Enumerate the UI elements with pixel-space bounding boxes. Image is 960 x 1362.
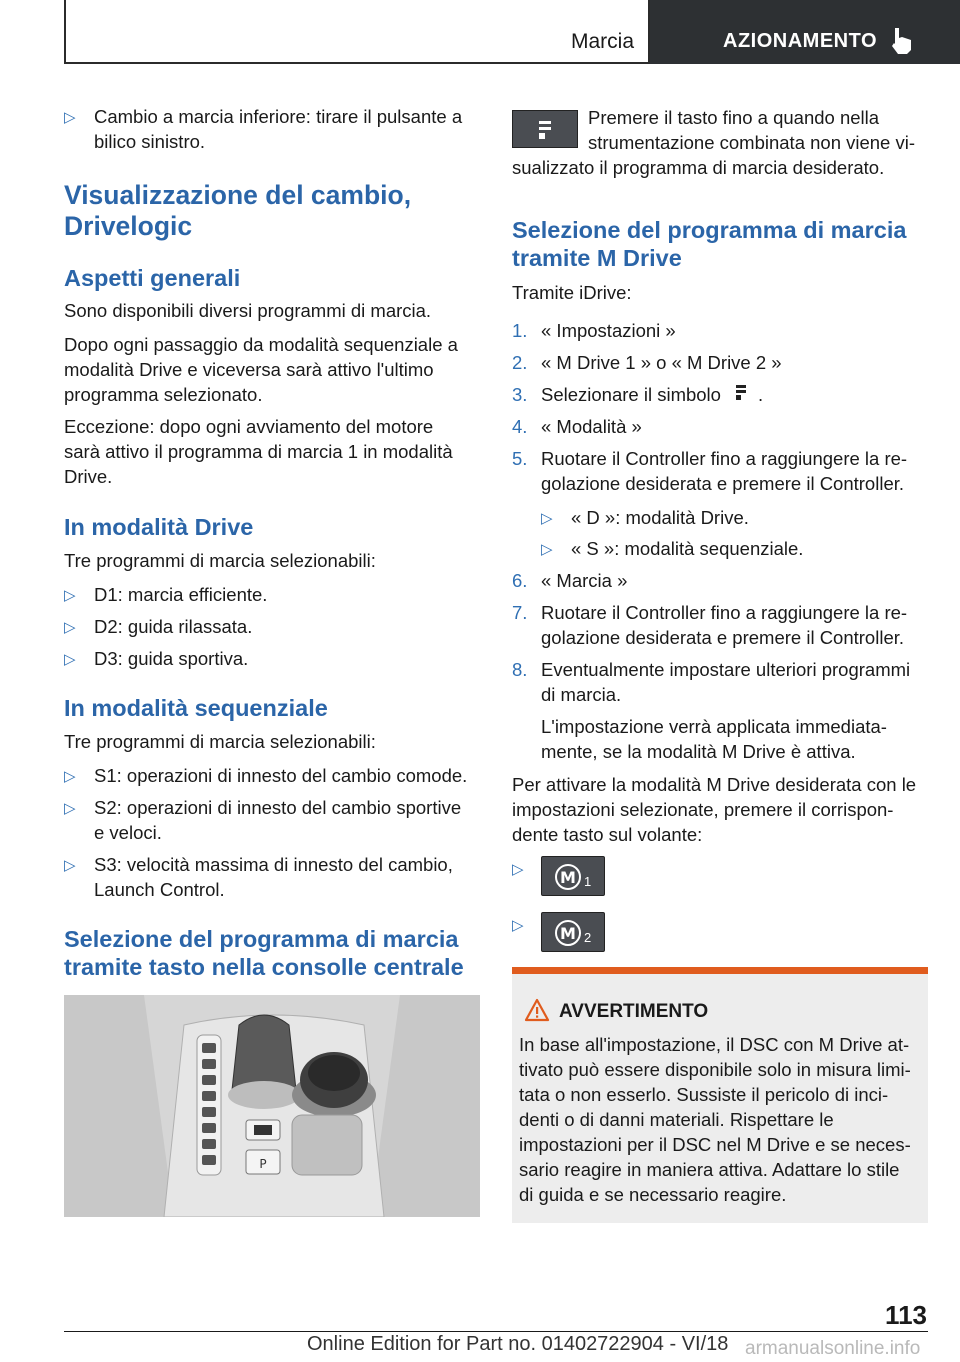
paragraph	[64, 332, 458, 407]
paragraph: Tre programmi di marcia selezionabili:	[64, 550, 376, 571]
edition-footer: Online Edition for Part no. 01402722904 - VI/18	[307, 1333, 729, 1355]
footer-rule	[64, 1331, 928, 1332]
heading-line: Drivelogic	[64, 211, 193, 241]
heading-line: Visualizzazione del cambio,	[64, 180, 412, 210]
step-text: « M Drive 1 » o « M Drive 2 »	[541, 352, 782, 373]
bullet-line: S2: operazioni di innesto del cambio sportive	[94, 797, 462, 818]
bullet-text: « D »: modalità Drive.	[571, 507, 749, 528]
bullet-text: D3: guida sportiva.	[94, 648, 249, 669]
heading-line: Selezione del programma di marcia	[512, 217, 907, 243]
step-note-line: L'impostazione verrà applicata immediata-	[541, 716, 887, 737]
step-text: « Impostazioni »	[541, 320, 676, 341]
m2-steering-button-icon	[541, 912, 605, 952]
step-text: Eventualmente impostare ulteriori programmi	[541, 659, 911, 680]
bullet-triangle-icon: ▷	[512, 861, 524, 878]
console-drawing	[64, 995, 480, 1217]
paragraph-line: sarà attivo il programma di marcia 1 in modalità	[64, 441, 453, 462]
paragraph-line: Drive.	[64, 466, 113, 487]
bullet-line: S3: velocità massima di innesto del cambio,	[94, 854, 453, 875]
warning-line: sario reagire in maniera attiva. Adattare lo stile	[519, 1159, 900, 1180]
step-number: 5.	[512, 448, 528, 469]
paragraph-line: sualizzato il programma di marcia desiderato.	[512, 157, 885, 178]
bullet-triangle-icon: ▷	[541, 510, 553, 527]
heading-line: tramite M Drive	[512, 245, 682, 271]
warning-box	[512, 967, 928, 1223]
subheading-consolle	[64, 925, 464, 981]
m-button-number: 2	[584, 930, 592, 945]
bullet-triangle-icon: ▷	[64, 109, 76, 126]
bullet-line: bilico sinistro.	[94, 131, 206, 152]
bullet-triangle-icon: ▷	[541, 541, 553, 558]
step-number: 4.	[512, 416, 528, 437]
bullet-text: D2: guida rilassata.	[94, 616, 253, 637]
bullet-triangle-icon: ▷	[512, 917, 524, 934]
step-number: 3.	[512, 384, 528, 405]
bullet-text: S1: operazioni di innesto del cambio comode.	[94, 765, 468, 786]
subheading-aspetti: Aspetti generali	[64, 265, 241, 291]
bullet-line: Launch Control.	[94, 879, 225, 900]
warning-line: tivato può essere disponibile solo in misura limi-	[519, 1059, 911, 1080]
bullet-triangle-icon: ▷	[64, 587, 76, 604]
warning-line: di guida e se necessario reagire.	[519, 1184, 787, 1205]
warning-line: tata o non esserlo. Sussiste il pericolo di inci-	[519, 1084, 889, 1105]
step-number: 6.	[512, 570, 528, 591]
step-number: 1.	[512, 320, 528, 341]
paragraph-line: programma selezionato.	[64, 384, 263, 405]
svg-text:M: M	[560, 924, 576, 943]
bullet-triangle-icon: ▷	[64, 768, 76, 785]
paragraph-line: Eccezione: dopo ogni avviamento del motore	[64, 416, 434, 437]
step-text: di marcia.	[541, 684, 622, 705]
bullet-line: e veloci.	[94, 822, 162, 843]
header-section-title: Marcia	[570, 30, 634, 53]
step-note-line: mente, se la modalità M Drive è attiva.	[541, 741, 856, 762]
step-number: 7.	[512, 602, 528, 623]
svg-text:M: M	[560, 868, 576, 887]
heading-line: Selezione del programma di marcia	[64, 926, 459, 952]
warning-line: denti o di danni materiali. Rispettare le	[519, 1109, 834, 1130]
step-text: .	[758, 384, 764, 405]
step-text: « Modalità »	[541, 416, 642, 437]
warning-line: In base all'impostazione, il DSC con M Drive at-	[519, 1034, 910, 1055]
bullet-triangle-icon: ▷	[64, 619, 76, 636]
paragraph-line: Dopo ogni passaggio da modalità sequenziale a	[64, 334, 458, 355]
paragraph: Sono disponibili diversi programmi di marcia.	[64, 300, 432, 321]
bullet-text: D1: marcia efficiente.	[94, 584, 268, 605]
bullet-triangle-icon: ▷	[64, 651, 76, 668]
page-number: 113	[885, 1300, 927, 1330]
bullet-line: Cambio a marcia inferiore: tirare il pulsante a	[94, 106, 463, 127]
step-text: golazione desiderata e premere il Controller.	[541, 627, 905, 648]
warning-title: AVVERTIMENTO	[559, 1001, 709, 1022]
paragraph: Tre programmi di marcia selezionabili:	[64, 731, 376, 752]
paragraph-line: dente tasto sul volante:	[512, 824, 703, 845]
m-button-number: 1	[584, 874, 592, 889]
step-text: Ruotare il Controller fino a raggiungere la re-	[541, 448, 908, 469]
gear-program-button-icon	[512, 110, 578, 148]
step-text: Selezionare il simbolo	[541, 384, 721, 405]
section-heading	[64, 180, 411, 242]
warning-triangle-icon	[524, 998, 550, 1022]
m2-glyph	[542, 913, 604, 951]
header-frame	[64, 0, 650, 64]
center-console-illustration	[64, 995, 480, 1217]
paragraph-line: impostazioni selezionate, premere il corrispon-	[512, 799, 894, 820]
subheading-mdrive	[512, 216, 906, 272]
heading-line: tramite tasto nella consolle centrale	[64, 954, 464, 980]
hand-pointer-icon	[890, 26, 916, 56]
gear-symbol-icon	[734, 382, 748, 404]
chapter-label: AZIONAMENTO	[723, 30, 878, 52]
paragraph-line: Per attivare la modalità M Drive desiderata con le	[512, 774, 917, 795]
step-text: golazione desiderata e premere il Controller.	[541, 473, 905, 494]
step-number: 8.	[512, 659, 528, 680]
m1-glyph	[542, 857, 604, 895]
paragraph-line: strumentazione combinata non viene vi-	[588, 132, 916, 153]
header-chapter-tab[interactable]	[650, 0, 960, 64]
watermark-text: armanualsonline.info	[745, 1338, 921, 1359]
paragraph-line: Premere il tasto fino a quando nella	[588, 107, 880, 128]
paragraph-line: modalità Drive e viceversa sarà attivo l'ultimo	[64, 359, 434, 380]
subheading-drive: In modalità Drive	[64, 514, 254, 540]
step-text: Ruotare il Controller fino a raggiungere la re-	[541, 602, 908, 623]
bullet-triangle-icon: ▷	[64, 857, 76, 874]
bullet-triangle-icon: ▷	[64, 800, 76, 817]
warning-line: impostazioni per il DSC nel M Drive e se neces-	[519, 1134, 911, 1155]
step-number: 2.	[512, 352, 528, 373]
warning-text	[519, 1032, 923, 1207]
step-text: « Marcia »	[541, 570, 628, 591]
m1-steering-button-icon	[541, 856, 605, 896]
paragraph	[64, 414, 453, 489]
svg-text:P: P	[259, 1157, 267, 1171]
paragraph: Tramite iDrive:	[512, 282, 632, 303]
bullet-text: « S »: modalità sequenziale.	[571, 538, 804, 559]
subheading-sequenziale: In modalità sequenziale	[64, 695, 328, 721]
